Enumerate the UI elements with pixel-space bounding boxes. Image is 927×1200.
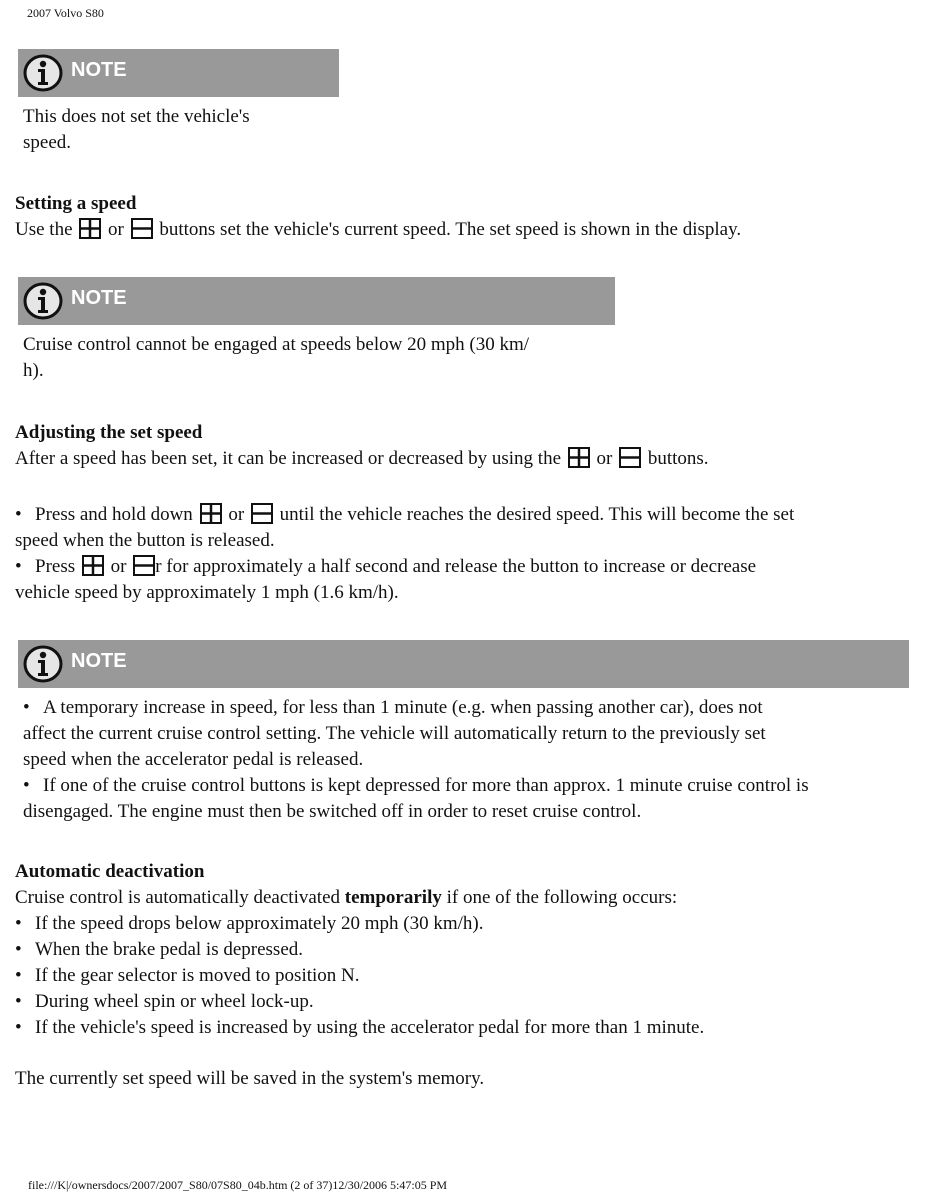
section-heading: Setting a speed (15, 193, 137, 214)
text: Cruise control is automatically deactivated (15, 887, 341, 908)
bullet-icon: • (15, 913, 22, 934)
bullet-icon: • (15, 991, 22, 1012)
section-adjusting-speed (15, 420, 709, 472)
text: if one of the following occurs: (446, 887, 678, 908)
text: During wheel spin or wheel lock-up. (35, 991, 314, 1012)
adjust-bullet-list (15, 502, 794, 606)
plus-button-icon (568, 447, 590, 468)
info-icon (23, 282, 63, 320)
list-item (15, 502, 794, 528)
memory-paragraph: The currently set speed will be saved in the system's memory. (15, 1068, 485, 1089)
note-text-line: speed. (23, 132, 72, 153)
note-label: NOTE (71, 59, 127, 81)
paragraph (15, 885, 704, 911)
list-item-continuation: disengaged. The engine must then be switched off in order to reset cruise control. (23, 801, 642, 822)
paragraph (15, 217, 741, 243)
list-item-continuation: vehicle speed by approximately 1 mph (1.6 km/h). (15, 582, 399, 603)
list-item (15, 911, 704, 937)
bullet-icon: • (15, 939, 22, 960)
bullet-icon: • (15, 1017, 22, 1038)
bullet-icon: • (23, 775, 30, 796)
paragraph (15, 446, 709, 472)
note-banner (18, 277, 615, 325)
list-item-continuation: affect the current cruise control setting. The vehicle will automatically return to the previously set (23, 723, 766, 744)
note-label: NOTE (71, 287, 127, 309)
note-text-line: h). (23, 360, 44, 381)
section-automatic-deactivation (15, 859, 704, 1041)
minus-button-icon (133, 555, 155, 576)
note-text (23, 332, 529, 384)
text: buttons set the vehicle's current speed. The set speed is shown in the display. (159, 219, 742, 240)
text: or (108, 219, 124, 240)
list-item (15, 963, 704, 989)
note-text (23, 695, 809, 825)
list-item-continuation: speed when the button is released. (15, 530, 275, 551)
plus-button-icon (82, 555, 104, 576)
text: or (596, 448, 613, 469)
bullet-icon: • (15, 965, 22, 986)
minus-button-icon (131, 218, 153, 239)
note-text (23, 104, 250, 156)
text: Press and hold down (35, 504, 193, 525)
plus-button-icon (79, 218, 101, 239)
text: buttons. (647, 448, 709, 469)
note-label: NOTE (71, 650, 127, 672)
list-item (23, 695, 809, 721)
page-header-title: 2007 Volvo S80 (27, 6, 104, 20)
list-item (15, 937, 704, 963)
list-item (15, 554, 794, 580)
note-banner (18, 49, 339, 97)
text: If the vehicle's speed is increased by using the accelerator pedal for more than 1 minute. (35, 1017, 705, 1038)
text: When the brake pedal is depressed. (35, 939, 304, 960)
text: or (228, 504, 245, 525)
text: A temporary increase in speed, for less than 1 minute (e.g. when passing another car), does not (43, 697, 763, 718)
note-text-line: Cruise control cannot be engaged at speeds below 20 mph (30 km/ (23, 334, 530, 355)
list-item (15, 1015, 704, 1041)
text: or (110, 556, 127, 577)
minus-button-icon (619, 447, 641, 468)
section-setting-speed (15, 191, 741, 243)
note-text-line: This does not set the vehicle's (23, 106, 250, 127)
info-icon (23, 645, 63, 683)
list-item (15, 989, 704, 1015)
text: r for approximately a half second and release the button to increase or decrease (155, 556, 757, 577)
minus-button-icon (251, 503, 273, 524)
list-item (23, 773, 809, 799)
list-item-continuation: speed when the accelerator pedal is released. (23, 749, 364, 770)
plus-button-icon (200, 503, 222, 524)
bullet-icon: • (15, 556, 22, 577)
page-footer-url: file:///K|/ownersdocs/2007/2007_S80/07S80_04b.htm (2 of 37)12/30/2006 5:47:05 PM (28, 1178, 448, 1192)
section-heading: Adjusting the set speed (15, 422, 203, 443)
text: If the speed drops below approximately 20 mph (30 km/h). (35, 913, 484, 934)
info-icon (23, 54, 63, 92)
bullet-icon: • (23, 697, 30, 718)
text: If the gear selector is moved to position N. (35, 965, 360, 986)
section-heading: Automatic deactivation (15, 861, 205, 882)
bullet-icon: • (15, 504, 22, 525)
text: If one of the cruise control buttons is kept depressed for more than approx. 1 minute cruise control is (43, 775, 809, 796)
text: Press (35, 556, 76, 577)
note-banner (18, 640, 909, 688)
text: until the vehicle reaches the desired speed. This will become the set (279, 504, 795, 525)
text: Use the (15, 219, 73, 240)
emphasis-text: temporarily (344, 887, 442, 908)
text: After a speed has been set, it can be increased or decreased by using the (15, 448, 562, 469)
